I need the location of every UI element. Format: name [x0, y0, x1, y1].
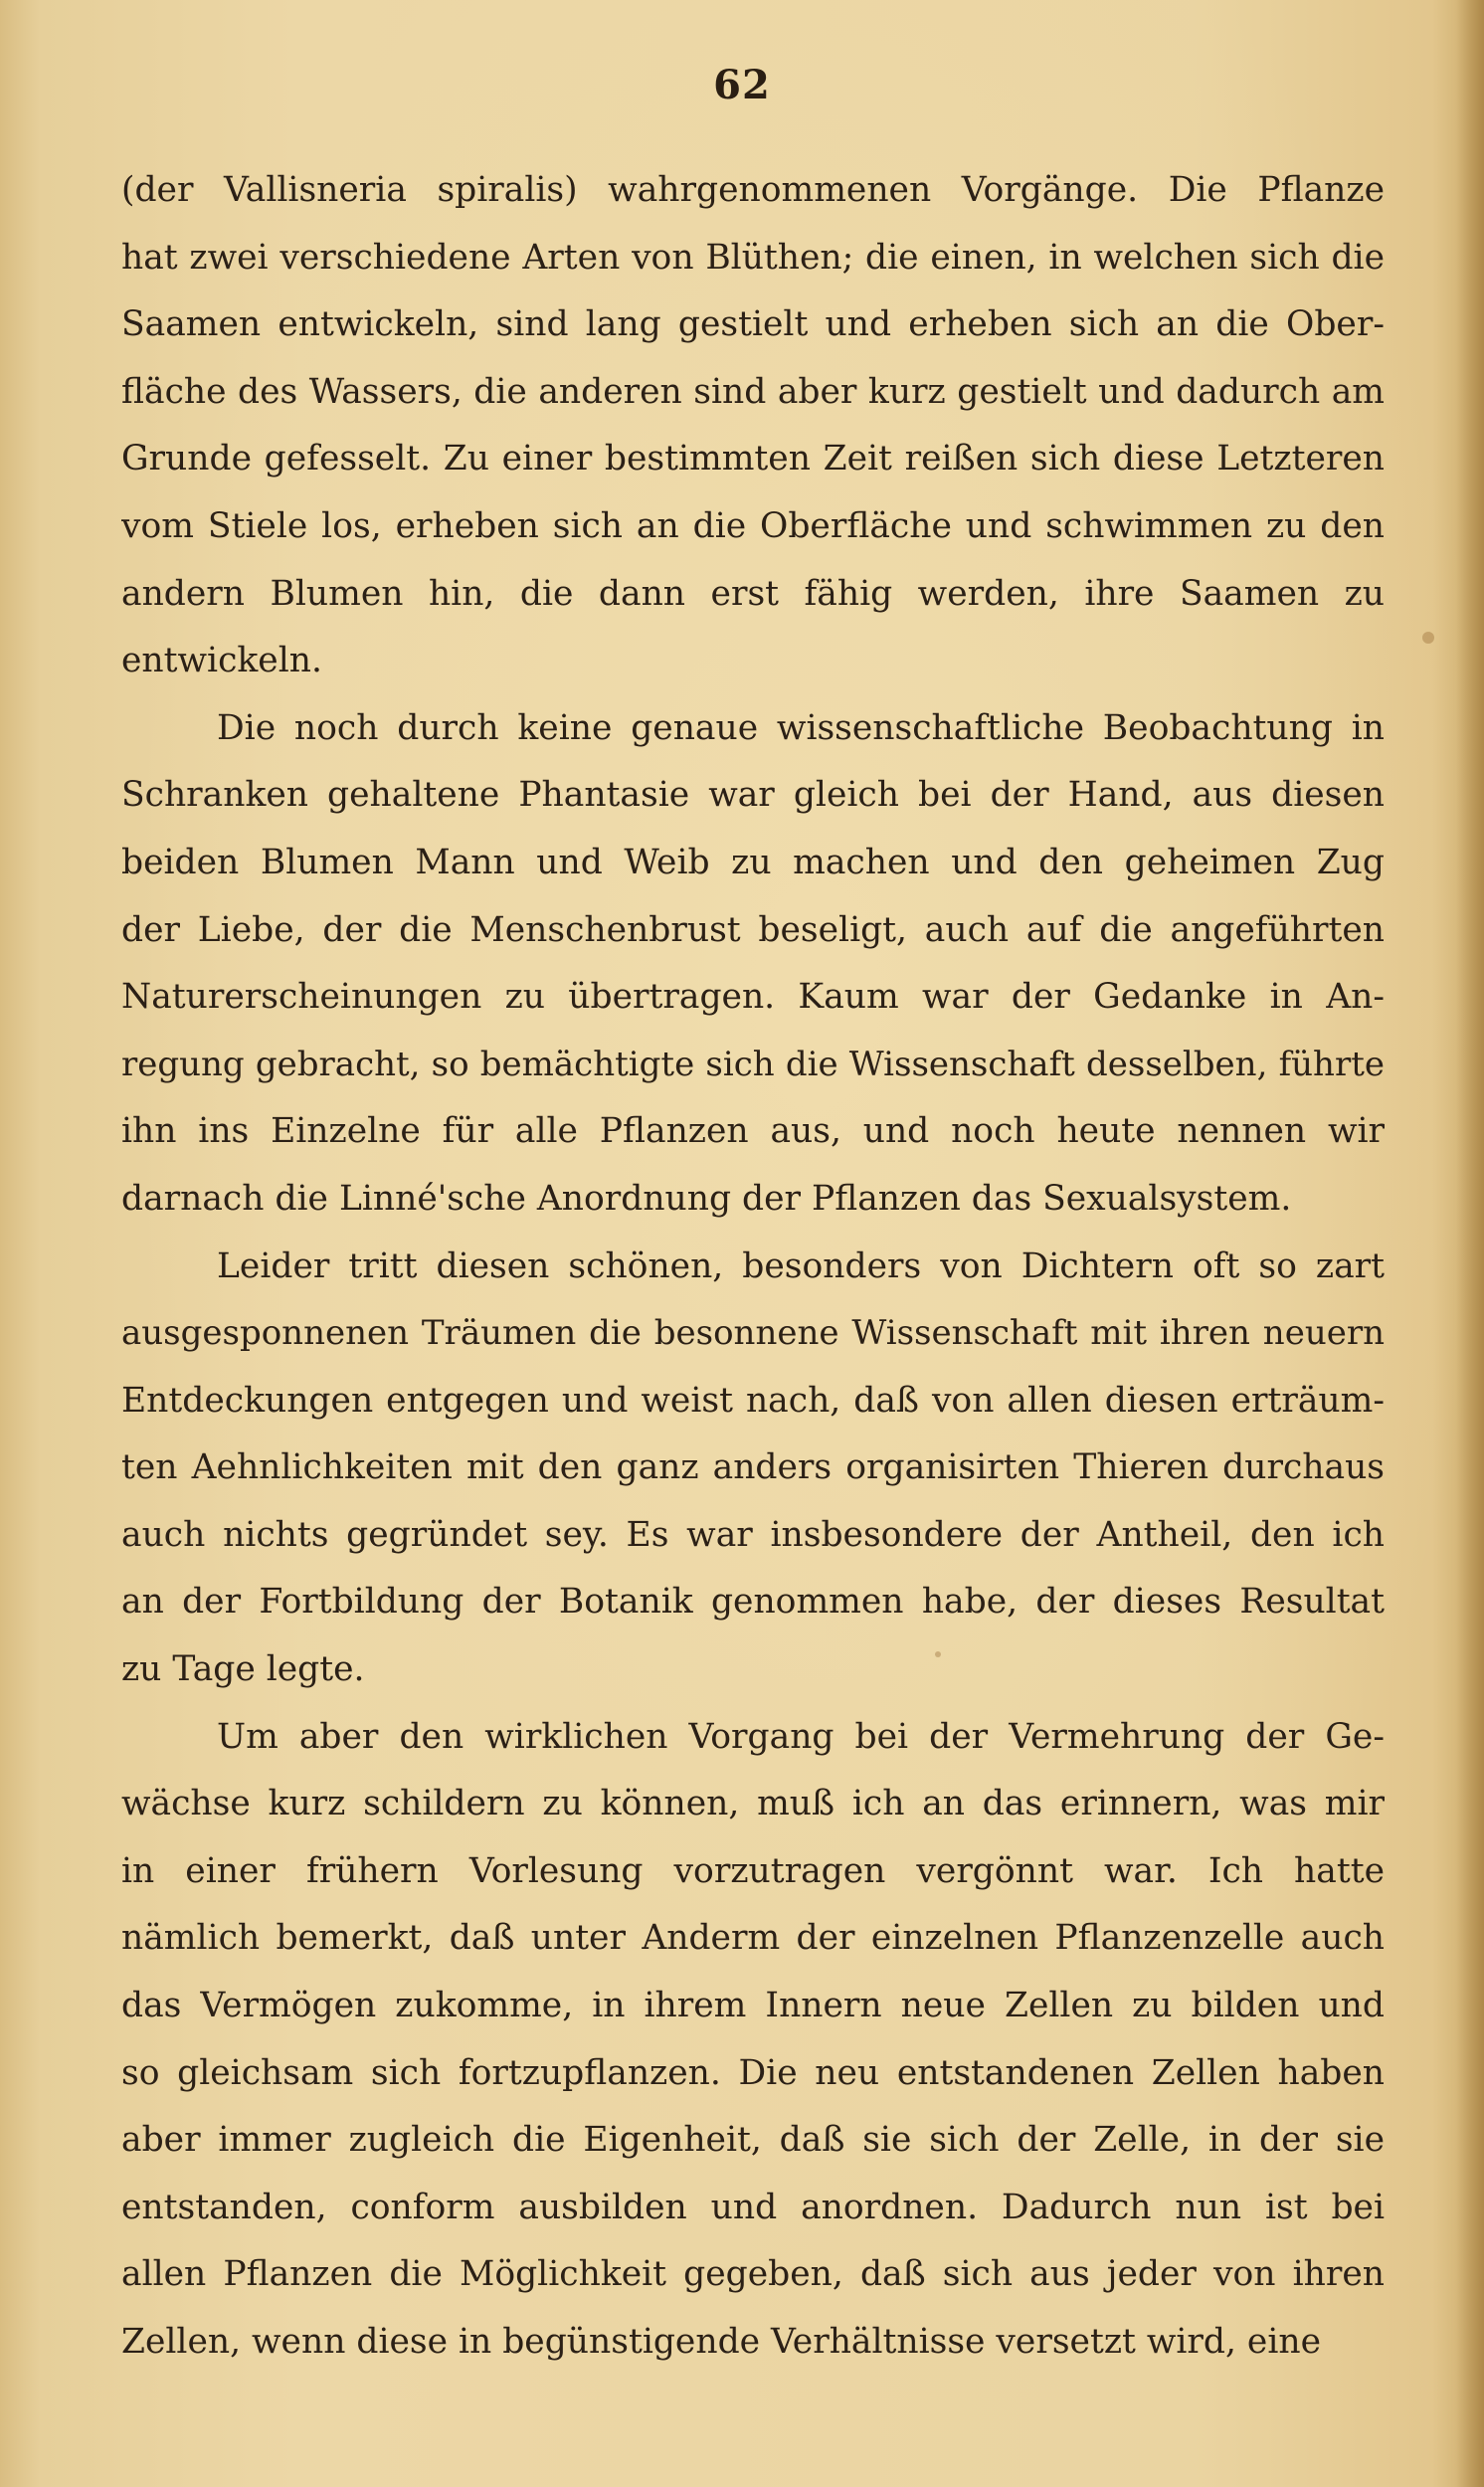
- text-line: Grunde gefesselt. Zu einer bestimmten Zeit reißen sich diese Letzteren: [121, 439, 1385, 479]
- text-line: Die noch durch keine genaue wissenschaftliche Beobachtung in: [217, 707, 1385, 748]
- text-line: allen Pflanzen die Möglichkeit gegeben, daß sich aus jeder von ihren: [121, 2254, 1385, 2295]
- paragraph: [121, 1234, 1385, 1704]
- text-line: darnach die Linné'sche Anordnung der Pflanzen das Sexualsystem.: [121, 1178, 1292, 1219]
- text-line: an der Fortbildung der Botanik genommen habe, der dieses Resultat: [121, 1582, 1385, 1623]
- text-line: wächse kurz schildern zu können, muß ich an das erinnern, was mir: [121, 1784, 1385, 1824]
- paragraph: [121, 157, 1385, 695]
- text-line: Schranken gehaltene Phantasie war gleich bei der Hand, aus diesen: [121, 775, 1385, 816]
- text-line: hat zwei verschiedene Arten von Blüthen; die einen, in welchen sich die: [121, 237, 1385, 278]
- text-line: ausgesponnenen Träumen die besonnene Wissenschaft mit ihren neuern: [121, 1313, 1385, 1354]
- paragraph: [121, 695, 1385, 1234]
- paragraph: [121, 1704, 1385, 2377]
- text-line: (der Vallisneria spiralis) wahrgenommenen Vorgänge. Die Pflanze: [121, 170, 1385, 210]
- page-number: 62: [713, 62, 771, 108]
- text-line: vom Stiele los, erheben sich an die Oberfläche und schwimmen zu den: [121, 505, 1385, 546]
- text-line: Um aber den wirklichen Vorgang bei der Vermehrung der Ge-: [217, 1716, 1385, 1757]
- text-line: entwickeln.: [121, 641, 322, 681]
- text-line: nämlich bemerkt, daß unter Anderm der einzelnen Pflanzenzelle auch: [121, 1918, 1385, 1959]
- body-text: [121, 157, 1385, 2377]
- text-line: in einer frühern Vorlesung vorzutragen vergönnt war. Ich hatte: [121, 1850, 1385, 1891]
- paper-stain: [1422, 632, 1434, 644]
- text-line: fläche des Wassers, die anderen sind aber kurz gestielt und dadurch am: [121, 371, 1385, 412]
- text-line: so gleichsam sich fortzupflanzen. Die neu entstandenen Zellen haben: [121, 2052, 1385, 2093]
- text-line: beiden Blumen Mann und Weib zu machen und den geheimen Zug: [121, 842, 1385, 882]
- text-line: regung gebracht, so bemächtigte sich die Wissenschaft desselben, führte: [121, 1044, 1385, 1084]
- text-line: Entdeckungen entgegen und weist nach, daß von allen diesen erträum-: [121, 1380, 1385, 1421]
- text-line: entstanden, conform ausbilden und anordnen. Dadurch nun ist bei: [121, 2187, 1385, 2227]
- text-line: aber immer zugleich die Eigenheit, daß sie sich der Zelle, in der sie: [121, 2120, 1385, 2161]
- text-line: das Vermögen zukomme, in ihrem Innern neue Zellen zu bilden und: [121, 1986, 1385, 2026]
- text-line: auch nichts gegründet sey. Es war insbesondere der Antheil, den ich: [121, 1514, 1385, 1555]
- text-line: Naturerscheinungen zu übertragen. Kaum war der Gedanke in An-: [121, 977, 1385, 1018]
- text-line: andern Blumen hin, die dann erst fähig werden, ihre Saamen zu: [121, 573, 1385, 614]
- text-line: ihn ins Einzelne für alle Pflanzen aus, und noch heute nennen wir: [121, 1111, 1385, 1152]
- text-line: der Liebe, der die Menschenbrust beseligt, auch auf die angeführten: [121, 909, 1385, 950]
- page-edge-shadow: [1456, 0, 1484, 2487]
- text-line: zu Tage legte.: [121, 1649, 365, 1690]
- text-line: Leider tritt diesen schönen, besonders von Dichtern oft so zart: [217, 1245, 1385, 1286]
- text-line: ten Aehnlichkeiten mit den ganz anders organisirten Thieren durchaus: [121, 1447, 1385, 1488]
- text-line: Zellen, wenn diese in begünstigende Verhältnisse versetzt wird, eine: [121, 2322, 1321, 2362]
- text-line: Saamen entwickeln, sind lang gestielt und erheben sich an die Ober-: [121, 304, 1385, 345]
